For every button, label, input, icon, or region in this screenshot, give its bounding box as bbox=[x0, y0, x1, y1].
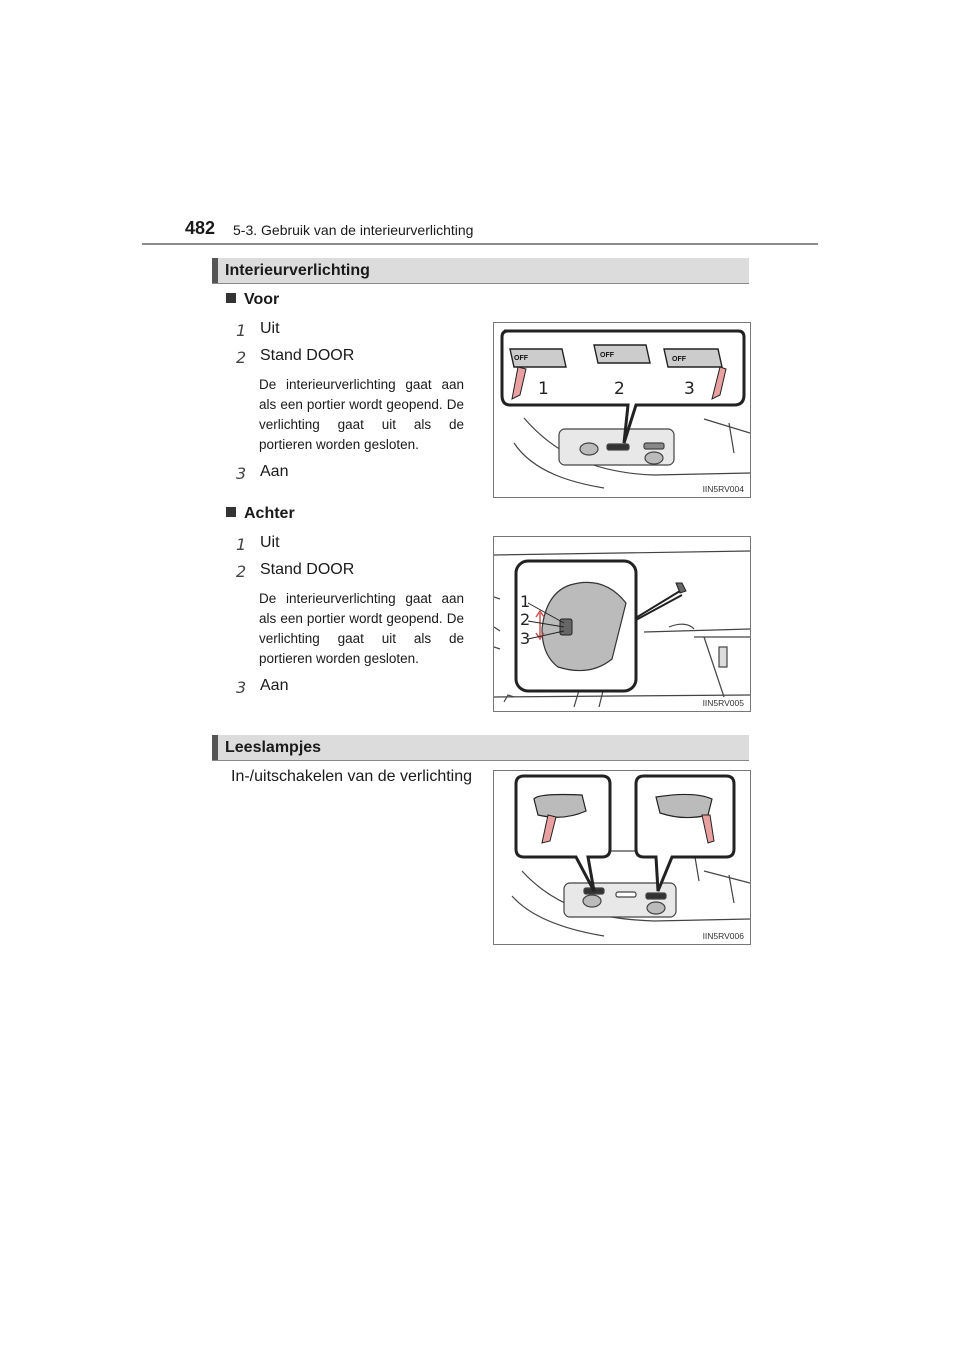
reading-lamp-illustration bbox=[494, 771, 750, 944]
item-number: 2 bbox=[236, 562, 247, 581]
item-number: 1 bbox=[236, 535, 247, 554]
front-lamp-illustration bbox=[494, 323, 750, 497]
bullet-square-icon bbox=[226, 293, 236, 303]
subsection-title: Achter bbox=[244, 505, 295, 522]
chapter-title: 5-3. Gebruik van de interieurverlichting bbox=[233, 222, 474, 238]
section-title: Leeslampjes bbox=[225, 739, 322, 756]
item-number: 1 bbox=[236, 321, 247, 340]
item-description: De interieurverlichting gaat aan als een portier wordt geopend. De verlichting gaat uit als de portieren worden gesloten. bbox=[259, 377, 464, 452]
subsection-achter bbox=[226, 505, 295, 523]
item-description: De interieurverlichting gaat aan als een portier wordt geopend. De verlichting gaat uit als de portieren worden gesloten. bbox=[259, 591, 464, 666]
figure-front-switch bbox=[493, 322, 751, 498]
figure-reading-lamps bbox=[493, 770, 751, 945]
switch-off-label: OFF bbox=[514, 355, 528, 362]
section-heading-leeslampjes bbox=[212, 735, 749, 761]
header-rule bbox=[142, 243, 818, 245]
section-body-text: In-/uitschakelen van de verlichting bbox=[231, 768, 473, 785]
callout-number: 3 bbox=[520, 629, 531, 648]
section-heading-interieurverlichting bbox=[212, 258, 749, 284]
figure-rear-switch bbox=[493, 536, 751, 712]
switch-off-label: OFF bbox=[600, 352, 614, 359]
item-label: Uit bbox=[260, 534, 280, 551]
callout-number: 1 bbox=[520, 592, 531, 611]
item-label: Aan bbox=[260, 463, 289, 480]
item-label: Stand DOOR bbox=[260, 347, 355, 364]
page-number: 482 bbox=[185, 218, 216, 238]
figure-code: IIN5RV005 bbox=[702, 698, 744, 708]
item-number: 2 bbox=[236, 348, 247, 367]
subsection-title: Voor bbox=[244, 291, 280, 308]
section-title: Interieurverlichting bbox=[225, 262, 370, 279]
item-number: 3 bbox=[236, 678, 247, 697]
item-label: Aan bbox=[260, 677, 289, 694]
callout-number: 2 bbox=[520, 610, 531, 629]
figure-code: IIN5RV004 bbox=[702, 484, 744, 494]
item-number: 3 bbox=[236, 464, 247, 483]
subsection-voor bbox=[226, 291, 279, 309]
bullet-square-icon bbox=[226, 507, 236, 517]
switch-off-label: OFF bbox=[672, 356, 686, 363]
rear-lamp-illustration bbox=[494, 537, 750, 711]
callout-number: 1 bbox=[538, 379, 549, 399]
callout-number: 3 bbox=[684, 379, 695, 399]
figure-code: IIN5RV006 bbox=[702, 931, 744, 941]
callout-number: 2 bbox=[614, 379, 625, 399]
item-label: Uit bbox=[260, 320, 280, 337]
item-label: Stand DOOR bbox=[260, 561, 355, 578]
